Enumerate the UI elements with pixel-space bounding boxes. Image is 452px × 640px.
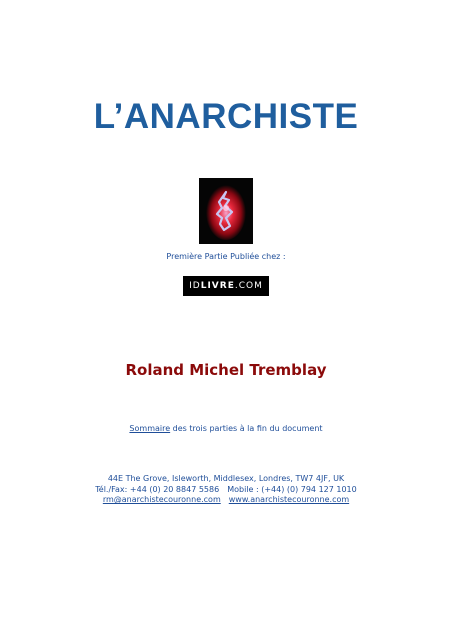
contact-website-link[interactable]: www.anarchistecouronne.com: [228, 495, 350, 504]
contact-mobile: Mobile : (+44) (0) 794 127 1010: [227, 484, 357, 494]
summary-line: [0, 424, 452, 433]
contact-email-link[interactable]: rm@anarchistecouronne.com: [102, 495, 221, 504]
logo-part-com: .COM: [234, 281, 263, 291]
idlivre-logo[interactable]: [183, 276, 269, 296]
contact-block: [0, 474, 452, 506]
logo-part-id: ID: [189, 281, 201, 291]
contact-phones: [0, 485, 452, 496]
logo-part-livre: LIVRE: [200, 281, 235, 291]
summary-link[interactable]: Sommaire: [129, 424, 171, 433]
author-name: Roland Michel Tremblay: [125, 361, 327, 379]
glowing-figure-emblem-icon: [199, 178, 253, 244]
contact-address: 44E The Grove, Isleworth, Middlesex, Londres, TW7 4JF, UK: [107, 474, 345, 483]
contact-phone: Tél./Fax: +44 (0) 20 8847 5586: [95, 484, 220, 494]
summary-text: des trois parties à la fin du document: [170, 424, 323, 433]
published-intro: Première Partie Publiée chez :: [166, 252, 286, 261]
contact-links: [0, 495, 452, 506]
document-title: L’ANARCHISTE: [93, 97, 359, 136]
